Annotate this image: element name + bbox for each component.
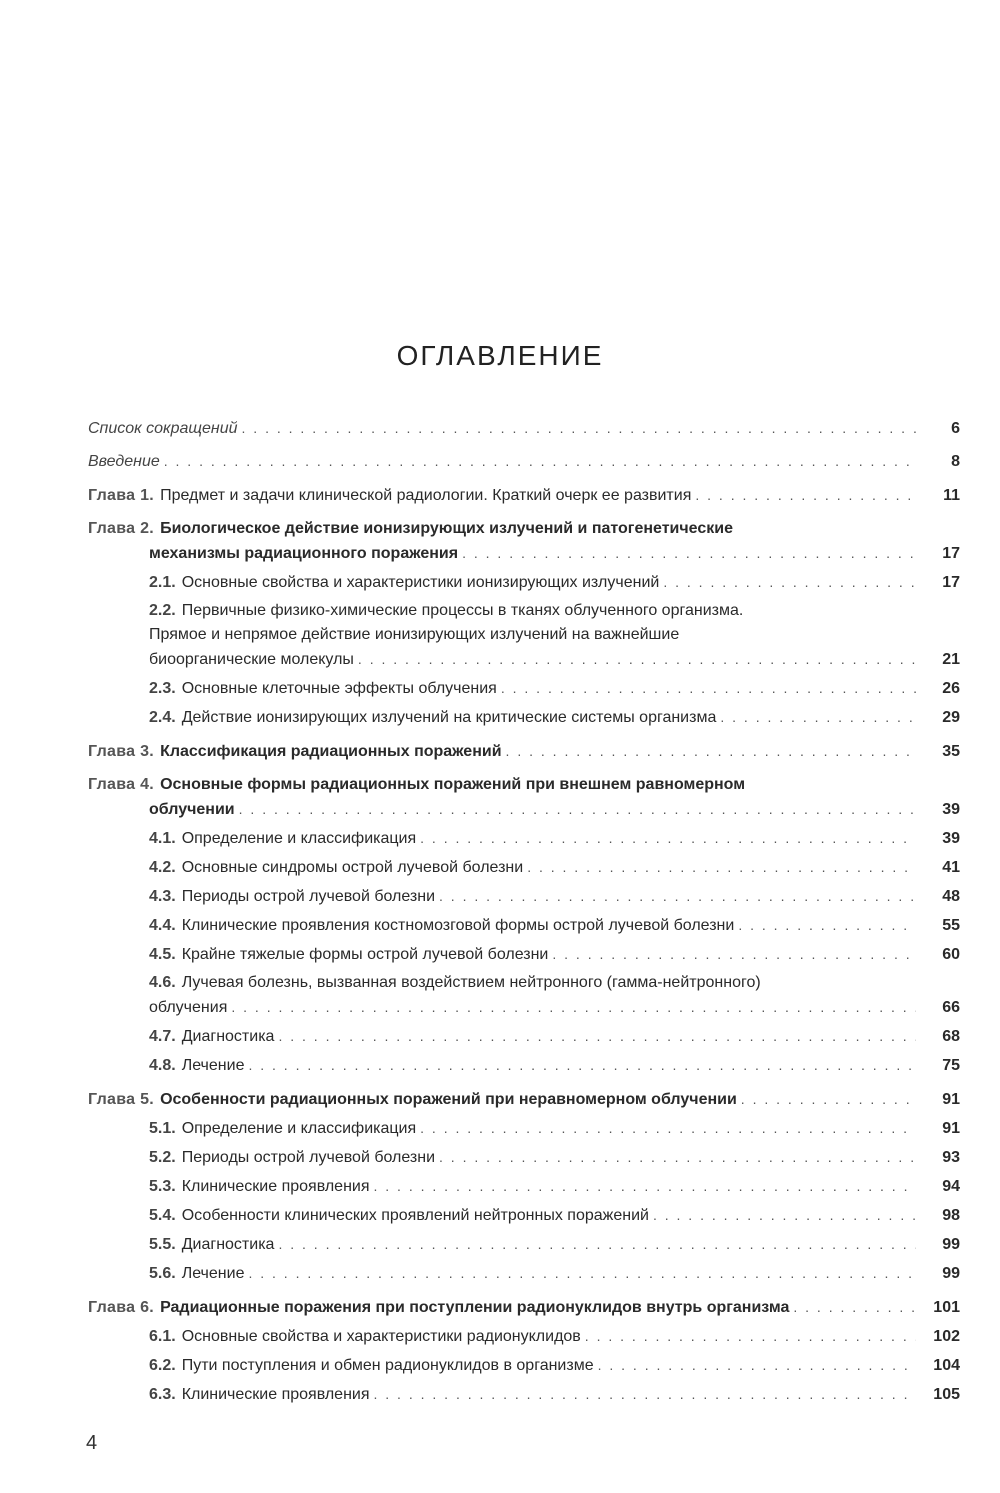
- section-title: Основные свойства и характеристики ионизирующих излучений: [181, 574, 660, 591]
- section-entry[interactable]: [88, 1024, 960, 1049]
- page-ref: 41: [942, 859, 960, 876]
- page-ref: 98: [942, 1207, 960, 1224]
- page-ref: 55: [942, 917, 960, 934]
- toc-line: [88, 483, 960, 508]
- toc-line: [149, 705, 960, 730]
- toc-line: [149, 599, 960, 623]
- toc-line: [149, 623, 960, 647]
- leader-dots: [663, 570, 916, 594]
- chapter-title: Предмет и задачи клинической радиологии. Краткий очерк ее развития: [160, 487, 692, 504]
- page-ref: 39: [942, 801, 960, 818]
- page-ref: 93: [942, 1149, 960, 1166]
- section-title: Основные свойства и характеристики радионуклидов: [181, 1328, 581, 1345]
- leader-dots: [239, 797, 916, 821]
- section-title: Крайне тяжелые формы острой лучевой болезни: [181, 946, 549, 963]
- chapter-entry[interactable]: [88, 739, 960, 764]
- chapter-label: Глава 2.: [88, 520, 155, 537]
- chapter-label: Глава 5.: [88, 1091, 155, 1108]
- leader-dots: [695, 483, 916, 507]
- section-number: 5.3.: [149, 1178, 176, 1195]
- page-ref: 68: [942, 1028, 960, 1045]
- leader-dots: [552, 942, 916, 966]
- section-entry[interactable]: [88, 1174, 960, 1199]
- chapter-label: Глава 4.: [88, 776, 155, 793]
- toc-line: [88, 773, 960, 797]
- leader-dots: [358, 647, 916, 671]
- section-number: 6.2.: [149, 1357, 176, 1374]
- leader-dots: [439, 884, 916, 908]
- chapter-label: Глава 3.: [88, 743, 155, 760]
- section-number: 4.4.: [149, 917, 176, 934]
- toc-line: [149, 676, 960, 701]
- section-entry[interactable]: [88, 1382, 960, 1407]
- leader-dots: [598, 1353, 916, 1377]
- toc-line: [149, 884, 960, 909]
- section-number: 5.2.: [149, 1149, 176, 1166]
- section-entry[interactable]: [88, 1353, 960, 1378]
- section-entry[interactable]: [88, 826, 960, 851]
- toc-line: [88, 416, 960, 441]
- toc-line: [149, 1024, 960, 1049]
- section-title: Клинические проявления: [181, 1386, 370, 1403]
- toc-line: [88, 797, 960, 822]
- page-ref: 26: [942, 680, 960, 697]
- section-number: 5.1.: [149, 1120, 176, 1137]
- section-title: Первичные физико-химические процессы в тканях облученного организма.: [181, 602, 744, 619]
- toc-line: [149, 913, 960, 938]
- toc-line: [149, 1203, 960, 1228]
- section-number: 4.8.: [149, 1057, 176, 1074]
- table-of-contents: [88, 416, 960, 1407]
- page-ref: 6: [951, 420, 960, 437]
- page-ref: 91: [942, 1120, 960, 1137]
- section-number: 2.2.: [149, 602, 176, 619]
- page-ref: 17: [942, 545, 960, 562]
- leader-dots: [278, 1232, 916, 1256]
- section-entry[interactable]: [88, 676, 960, 701]
- section-title: Лечение: [181, 1265, 245, 1282]
- page-ref: 66: [942, 999, 960, 1016]
- chapter-entry[interactable]: [88, 773, 960, 822]
- page-ref: 102: [933, 1328, 960, 1345]
- section-entry[interactable]: [88, 1053, 960, 1078]
- section-entry[interactable]: [88, 1116, 960, 1141]
- chapter-title: Особенности радиационных поражений при неравномерном облучении: [160, 1091, 737, 1108]
- leader-dots: [506, 739, 916, 763]
- chapter-entry[interactable]: [88, 1295, 960, 1320]
- toc-line: [149, 1174, 960, 1199]
- toc-entry[interactable]: [88, 416, 960, 441]
- toc-line: [88, 517, 960, 541]
- entry-title: Введение: [88, 453, 160, 470]
- chapter-title: Основные формы радиационных поражений при внешнем равномерном: [160, 776, 746, 793]
- section-title: Прямое и непрямое действие ионизирующих излучений на важнейшие: [149, 626, 680, 643]
- section-number: 6.1.: [149, 1328, 176, 1345]
- leader-dots: [793, 1295, 916, 1319]
- chapter-entry[interactable]: [88, 517, 960, 566]
- page-ref: 101: [933, 1299, 960, 1316]
- toc-line: [149, 1324, 960, 1349]
- leader-dots: [527, 855, 916, 879]
- page-ref: 48: [942, 888, 960, 905]
- page-ref: 11: [943, 487, 960, 504]
- section-number: 4.3.: [149, 888, 176, 905]
- toc-line: [88, 541, 960, 566]
- toc-line: [149, 1382, 960, 1407]
- section-number: 4.7.: [149, 1028, 176, 1045]
- leader-dots: [248, 1261, 916, 1285]
- toc-line: [149, 855, 960, 880]
- page-ref: 99: [942, 1236, 960, 1253]
- section-title: облучения: [149, 999, 228, 1016]
- chapter-entry[interactable]: [88, 1087, 960, 1112]
- page-ref: 39: [942, 830, 960, 847]
- section-number: 6.3.: [149, 1386, 176, 1403]
- section-entry[interactable]: [88, 942, 960, 967]
- section-title: Клинические проявления: [181, 1178, 370, 1195]
- section-entry[interactable]: [88, 599, 960, 672]
- chapter-title: механизмы радиационного поражения: [149, 545, 459, 562]
- leader-dots: [164, 449, 916, 473]
- section-title: Лучевая болезнь, вызванная воздействием нейтронного (гамма-нейтронного): [181, 974, 761, 991]
- leader-dots: [231, 995, 916, 1019]
- section-number: 2.4.: [149, 709, 176, 726]
- leader-dots: [248, 1053, 916, 1077]
- toc-line: [88, 449, 960, 474]
- page-ref: 94: [942, 1178, 960, 1195]
- section-entry[interactable]: [88, 1324, 960, 1349]
- section-number: 5.6.: [149, 1265, 176, 1282]
- leader-dots: [439, 1145, 916, 1169]
- section-entry[interactable]: [88, 705, 960, 730]
- section-entry[interactable]: [88, 570, 960, 595]
- page-ref: 60: [942, 946, 960, 963]
- page-number: 4: [86, 1432, 98, 1454]
- toc-line: [149, 570, 960, 595]
- section-entry[interactable]: [88, 913, 960, 938]
- leader-dots: [720, 705, 916, 729]
- page-ref: 105: [933, 1386, 960, 1403]
- toc-line: [149, 1145, 960, 1170]
- section-title: Клинические проявления костномозговой формы острой лучевой болезни: [181, 917, 735, 934]
- page-ref: 75: [942, 1057, 960, 1074]
- toc-line: [149, 1232, 960, 1257]
- section-number: 2.3.: [149, 680, 176, 697]
- toc-line: [149, 1353, 960, 1378]
- page-title: ОГЛАВЛЕНИЕ: [396, 340, 604, 371]
- chapter-title: Биологическое действие ионизирующих излучений и патогенетические: [160, 520, 733, 537]
- toc-line: [88, 739, 960, 764]
- leader-dots: [278, 1024, 916, 1048]
- leader-dots: [462, 541, 916, 565]
- section-title: Определение и классификация: [181, 1120, 417, 1137]
- leader-dots: [585, 1324, 916, 1348]
- section-number: 4.6.: [149, 974, 176, 991]
- leader-dots: [420, 826, 916, 850]
- section-number: 4.5.: [149, 946, 176, 963]
- leader-dots: [653, 1203, 916, 1227]
- section-title: Определение и классификация: [181, 830, 417, 847]
- section-entry[interactable]: [88, 971, 960, 1020]
- section-title: биоорганические молекулы: [149, 651, 354, 668]
- section-title: Периоды острой лучевой болезни: [181, 1149, 436, 1166]
- toc-line: [149, 826, 960, 851]
- chapter-title: облучении: [149, 801, 235, 818]
- toc-line: [149, 971, 960, 995]
- page-ref: 99: [942, 1265, 960, 1282]
- section-number: 4.1.: [149, 830, 176, 847]
- toc-line: [88, 1087, 960, 1112]
- section-title: Пути поступления и обмен радионуклидов в организме: [181, 1357, 594, 1374]
- leader-dots: [242, 416, 916, 440]
- chapter-label: Глава 1.: [88, 487, 155, 504]
- section-entry[interactable]: [88, 1145, 960, 1170]
- section-entry[interactable]: [88, 1203, 960, 1228]
- leader-dots: [738, 913, 916, 937]
- toc-line: [149, 647, 960, 672]
- chapter-title: Радиационные поражения при поступлении радионуклидов внутрь организма: [160, 1299, 790, 1316]
- page-ref: 17: [942, 574, 960, 591]
- leader-dots: [741, 1087, 916, 1111]
- leader-dots: [420, 1116, 916, 1140]
- section-number: 4.2.: [149, 859, 176, 876]
- section-title: Лечение: [181, 1057, 245, 1074]
- section-number: 5.5.: [149, 1236, 176, 1253]
- section-title: Диагностика: [181, 1028, 275, 1045]
- entry-title: Список сокращений: [88, 420, 238, 437]
- section-title: Действие ионизирующих излучений на критические системы организма: [181, 709, 717, 726]
- page-ref: 8: [951, 453, 960, 470]
- leader-dots: [374, 1174, 917, 1198]
- section-number: 2.1.: [149, 574, 176, 591]
- toc-entry[interactable]: [88, 449, 960, 474]
- section-title: Основные синдромы острой лучевой болезни: [181, 859, 524, 876]
- section-entry[interactable]: [88, 884, 960, 909]
- page-ref: 91: [942, 1091, 960, 1108]
- page-ref: 29: [942, 709, 960, 726]
- toc-line: [149, 1053, 960, 1078]
- chapter-label: Глава 6.: [88, 1299, 155, 1316]
- chapter-title: Классификация радиационных поражений: [160, 743, 502, 760]
- section-title: Особенности клинических проявлений нейтронных поражений: [181, 1207, 649, 1224]
- toc-line: [149, 942, 960, 967]
- toc-line: [149, 995, 960, 1020]
- section-entry[interactable]: [88, 1261, 960, 1286]
- section-title: Периоды острой лучевой болезни: [181, 888, 436, 905]
- page-ref: 104: [933, 1357, 960, 1374]
- section-entry[interactable]: [88, 855, 960, 880]
- page-ref: 35: [942, 743, 960, 760]
- toc-line: [88, 1295, 960, 1320]
- leader-dots: [374, 1382, 917, 1406]
- leader-dots: [501, 676, 916, 700]
- section-title: Основные клеточные эффекты облучения: [181, 680, 497, 697]
- chapter-entry[interactable]: [88, 483, 960, 508]
- section-number: 5.4.: [149, 1207, 176, 1224]
- page-ref: 21: [942, 651, 960, 668]
- toc-line: [149, 1116, 960, 1141]
- toc-line: [149, 1261, 960, 1286]
- section-title: Диагностика: [181, 1236, 275, 1253]
- section-entry[interactable]: [88, 1232, 960, 1257]
